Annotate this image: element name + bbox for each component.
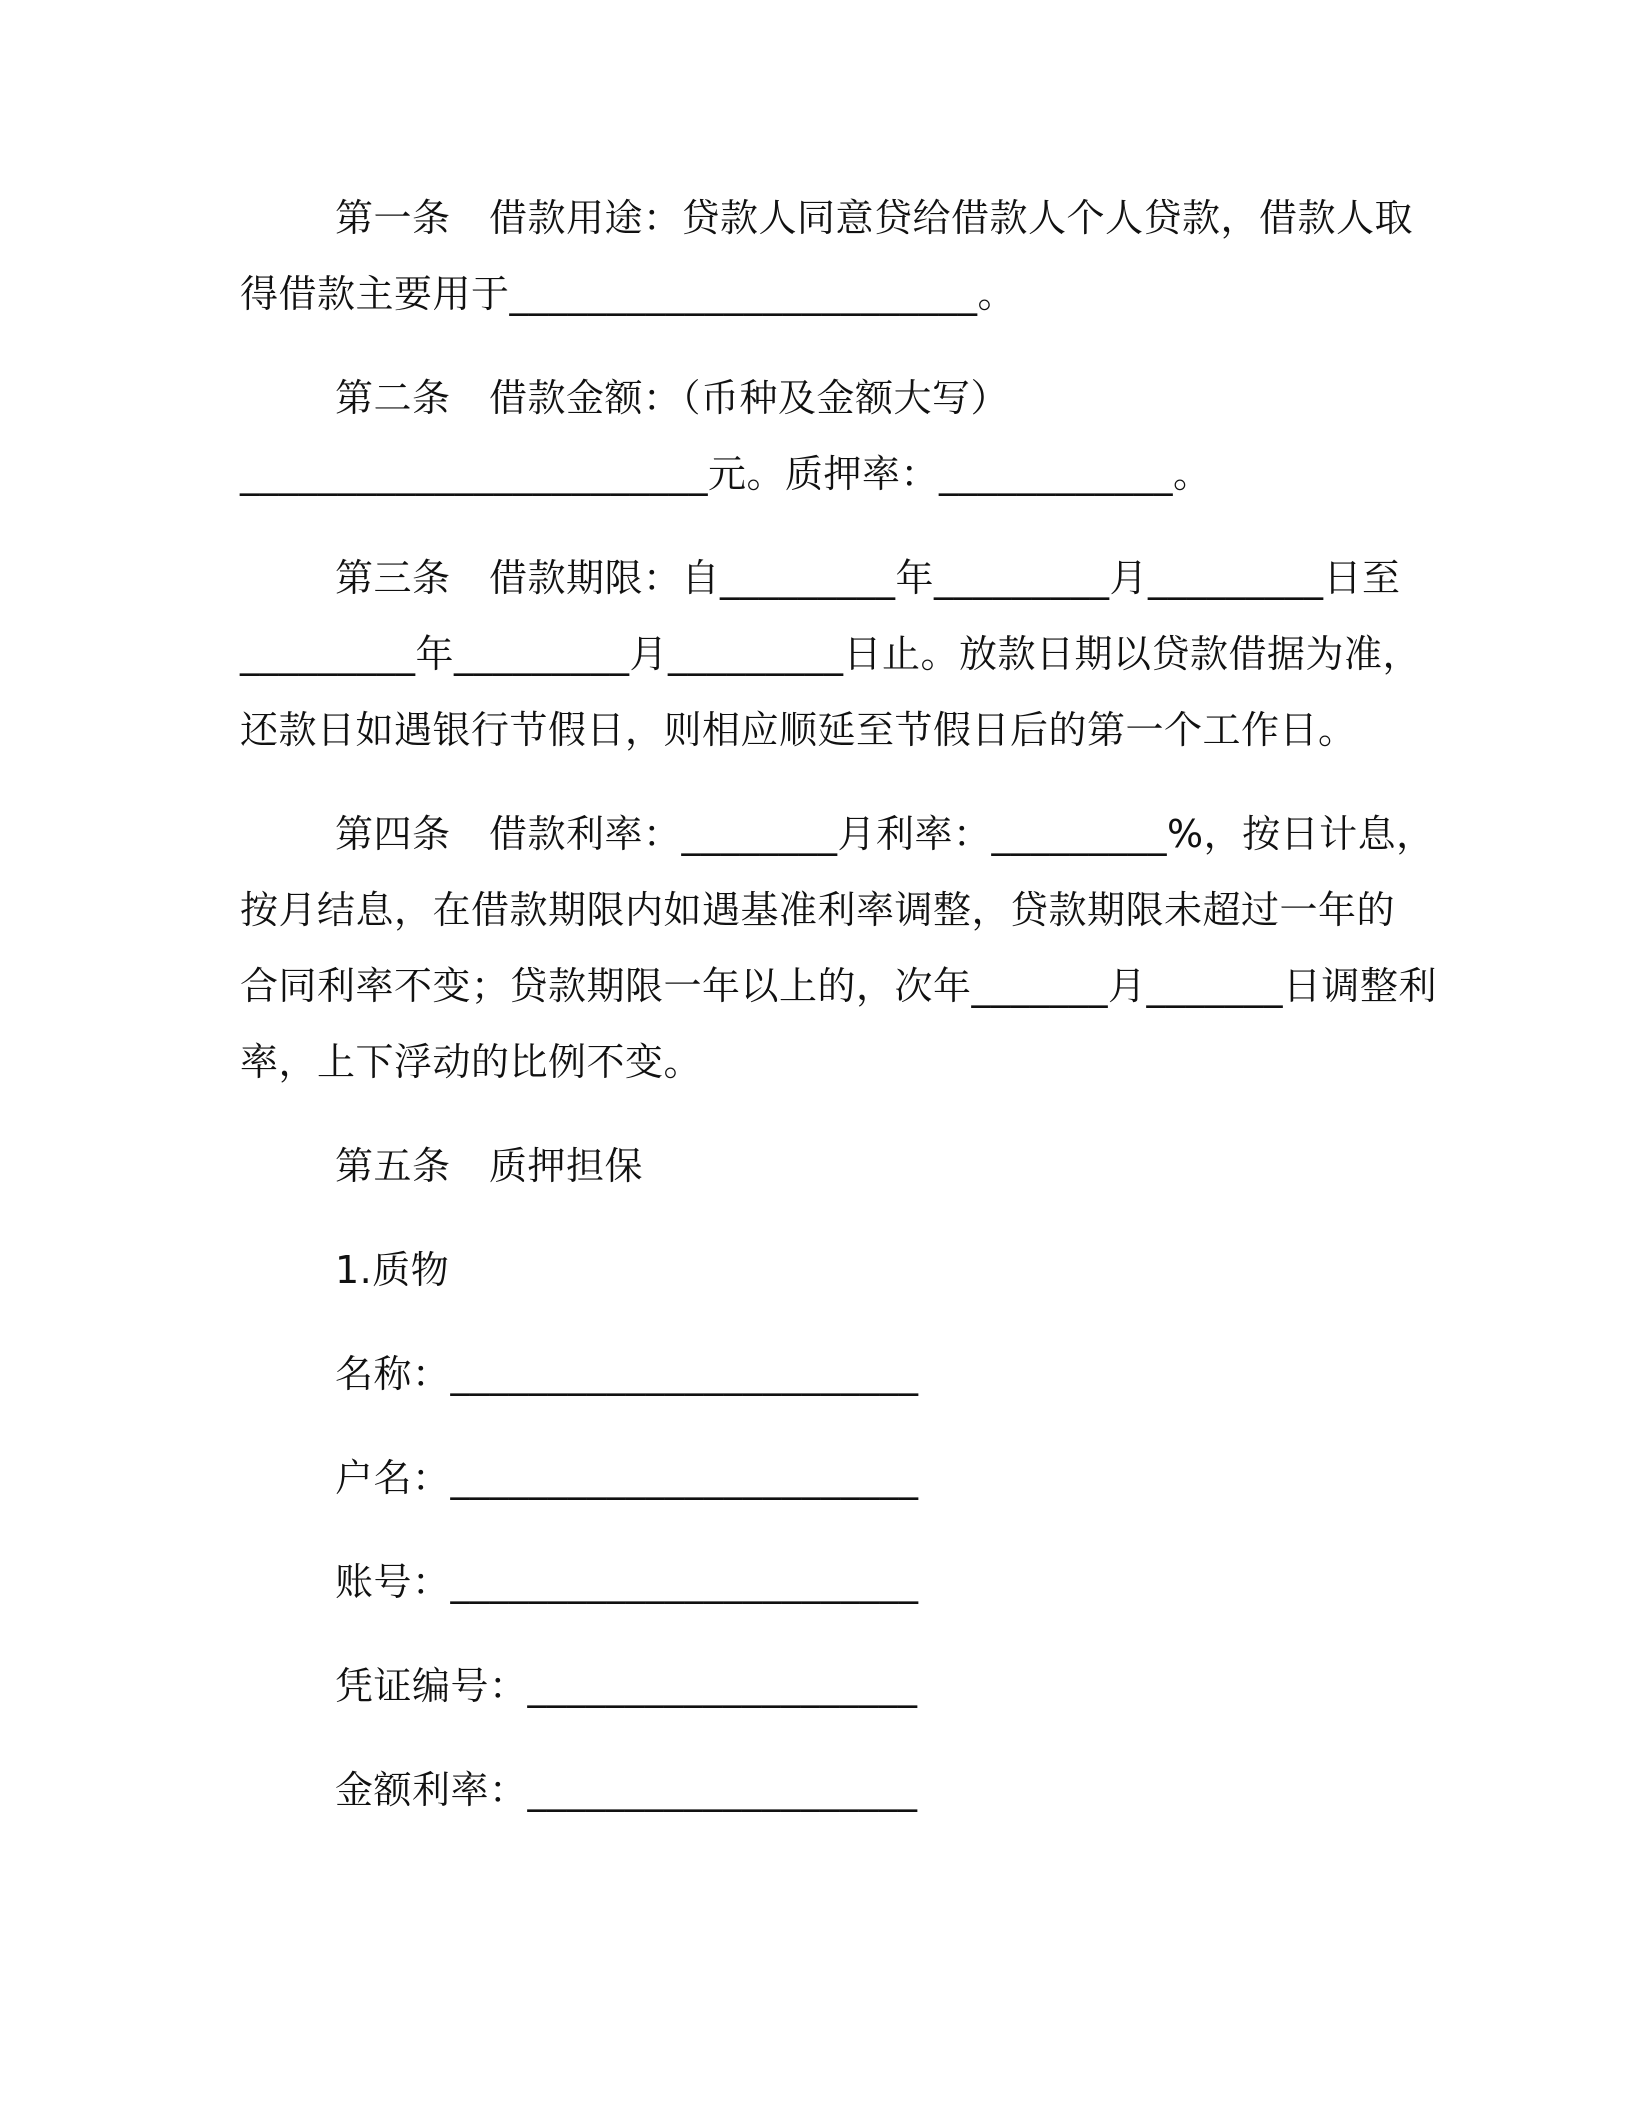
amount-rate-field: 金额利率：____________________ [335,1768,918,1812]
article-5-title: 第五条 质押担保 [335,1144,644,1188]
name-field: 名称：________________________ [335,1352,919,1396]
account-name-field: 户名：________________________ [335,1456,919,1500]
article-3-line-3: 还款日如遇银行节假日，则相应顺延至节假日后的第一个工作日。 [240,708,1357,752]
voucher-number-field: 凭证编号：____________________ [335,1664,918,1708]
article-1-line-2: 得借款主要用于________________________。 [240,272,1017,316]
article-4-line-3: 合同利率不变；贷款期限一年以上的，次年_______月_______日调整利 [240,964,1438,1008]
article-5-item-1: 1.质物 [335,1248,450,1292]
article-2-line-2: ________________________元。质押率：____________。 [240,452,1212,496]
account-number-field: 账号：________________________ [335,1560,919,1604]
article-4-line-2: 按月结息，在借款期限内如遇基准利率调整，贷款期限未超过一年的 [240,888,1396,932]
article-1-line-1: 第一条 借款用途：贷款人同意贷给借款人个人贷款，借款人取 [335,196,1414,240]
article-3-line-1: 第三条 借款期限：自_________年_________月_________日至 [335,556,1401,600]
article-4-line-1: 第四条 借款利率：________月利率：_________%，按日计息， [335,812,1435,856]
article-2-line-1: 第二条 借款金额：（币种及金额大写） [335,376,1010,420]
article-4-line-4: 率，上下浮动的比例不变。 [240,1040,703,1084]
article-3-line-2: _________年_________月_________日止。放款日期以贷款借据为准， [240,632,1422,676]
